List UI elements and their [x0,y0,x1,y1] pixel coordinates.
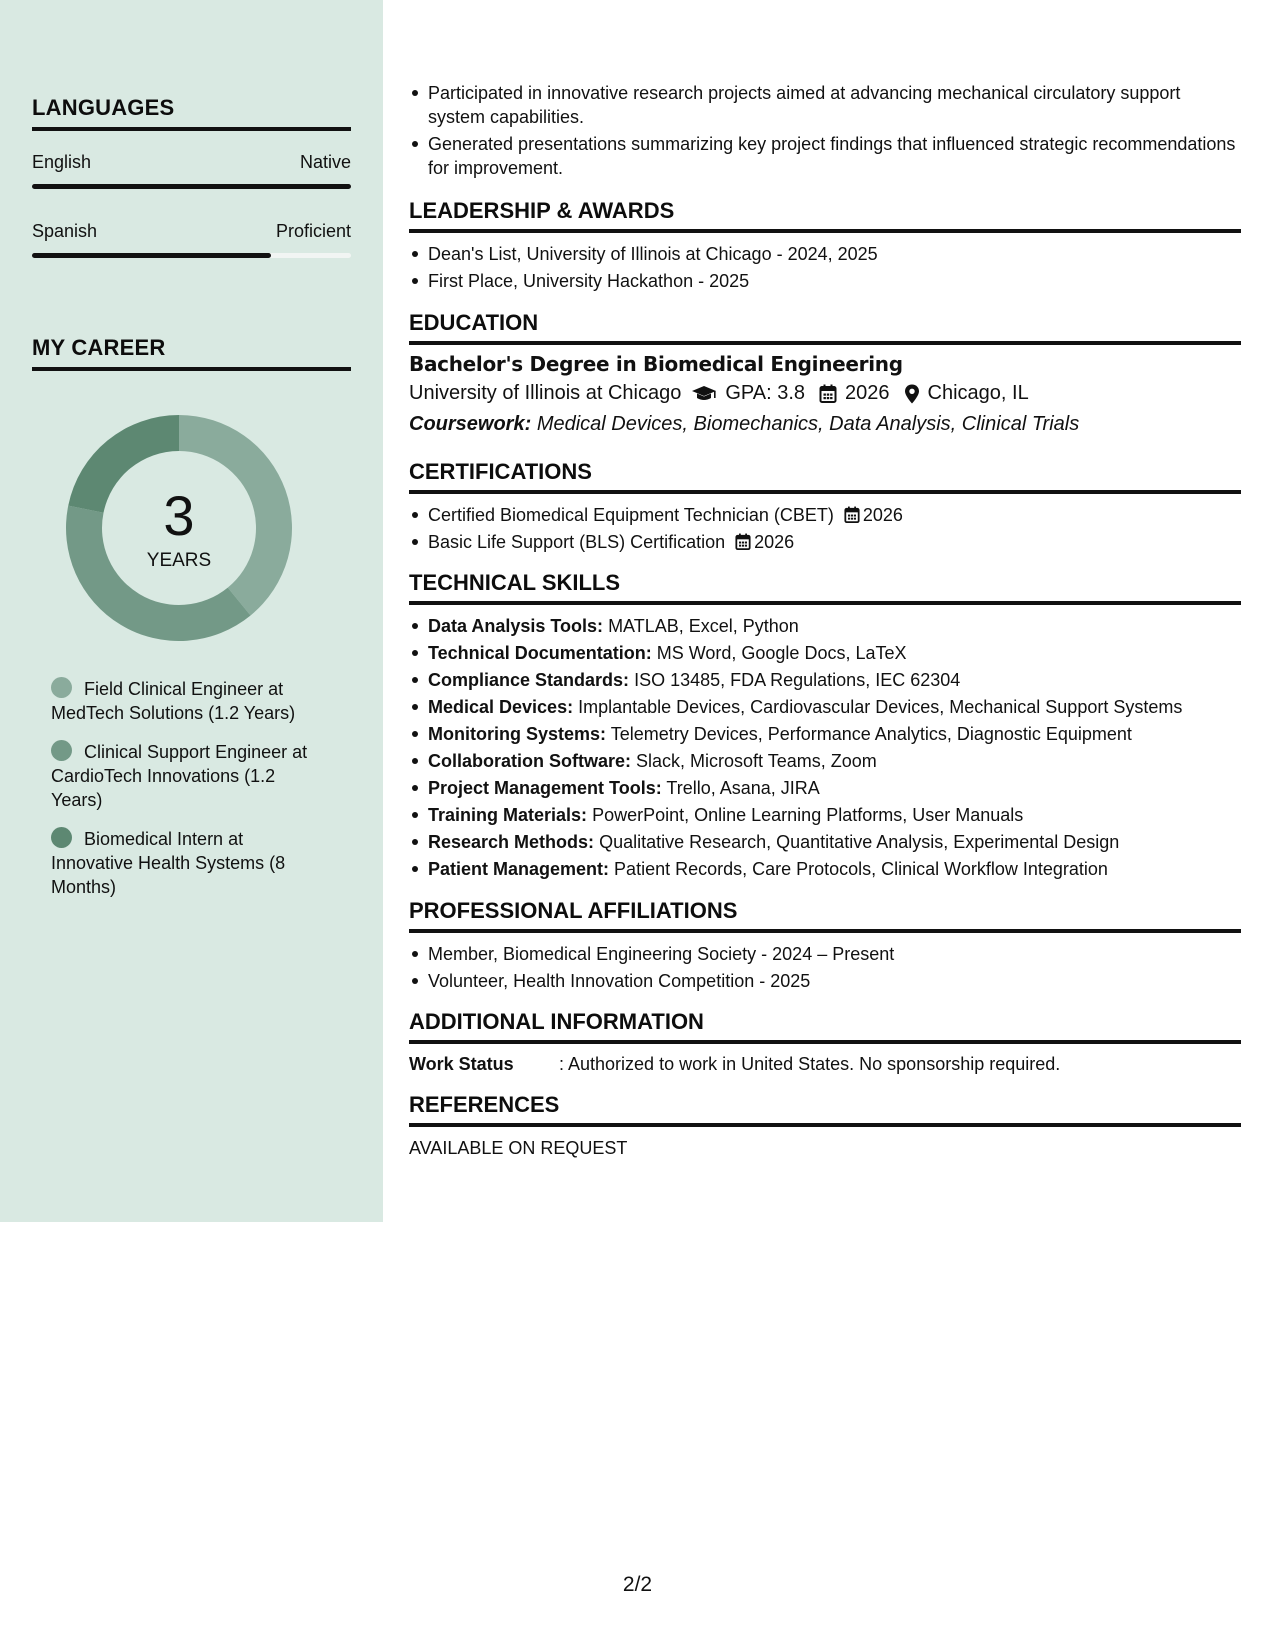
skill-label: Technical Documentation: [428,643,652,663]
skill-item [409,857,1239,881]
certification-year: 2026 [862,505,903,525]
references-text: AVAILABLE ON REQUEST [409,1138,628,1158]
coursework-value: Medical Devices, Biomechanics, Data Analysis, Clinical Trials [536,413,1080,435]
certification-name: Basic Life Support (BLS) Certification [428,532,726,552]
skill-item [409,641,1239,665]
language-bar-english [32,184,351,189]
career-item-text: Biomedical Intern at Innovative Health Systems (8 Months) [51,829,286,897]
career-item [51,677,321,725]
skill-label: Compliance Standards: [428,670,630,690]
career-dot-icon [51,677,72,698]
page-number: 2/2 [622,1573,653,1596]
skill-value: Slack, Microsoft Teams, Zoom [636,751,877,771]
language-bar-fill [32,253,271,258]
leadership-list [409,242,1239,293]
language-level: Proficient [275,221,351,241]
skill-label: Project Management Tools: [428,778,662,798]
education-heading: EDUCATION [409,310,1241,345]
calendar-icon [844,506,860,524]
career-item [51,740,321,812]
skill-value: Qualitative Research, Quantitative Analysis, Experimental Design [599,832,1120,852]
work-status-row [409,1054,1060,1075]
skill-label: Research Methods: [428,832,595,852]
list-item: Participated in innovative research projects aimed at advancing mechanical circulatory support system capabilities. [409,81,1239,129]
work-status-value: : Authorized to work in United States. No sponsorship required. [559,1054,1061,1074]
skill-item [409,803,1239,827]
skill-value: MATLAB, Excel, Python [608,616,799,636]
skill-item [409,695,1239,719]
certifications-list [409,503,1239,554]
skill-value: Implantable Devices, Cardiovascular Devices, Mechanical Support Systems [578,697,1183,717]
education-coursework [409,413,1079,436]
graduation-cap-icon [691,384,717,404]
skill-value: Telemetry Devices, Performance Analytics, Diagnostic Equipment [610,724,1132,744]
language-row-english [32,152,351,173]
skill-value: PowerPoint, Online Learning Platforms, User Manuals [592,805,1024,825]
education-location: Chicago, IL [927,382,1029,404]
languages-heading: LANGUAGES [32,95,351,131]
skill-value: Patient Records, Care Protocols, Clinical Workflow Integration [614,859,1108,879]
skill-item [409,776,1239,800]
list-item: First Place, University Hackathon - 2025 [409,269,1239,293]
calendar-icon [819,384,837,404]
skill-value: MS Word, Google Docs, LaTeX [656,643,907,663]
skill-label: Collaboration Software: [428,751,632,771]
certifications-heading: CERTIFICATIONS [409,459,1241,494]
certification-name: Certified Biomedical Equipment Technician (CBET) [428,505,834,525]
references-heading: REFERENCES [409,1092,1241,1127]
skill-item [409,722,1239,746]
education-school: University of Illinois at Chicago [409,382,682,404]
skill-item [409,614,1239,638]
language-row-spanish [32,221,351,242]
language-level: Native [299,152,351,172]
list-item [409,530,1239,554]
career-donut-chart [66,415,292,641]
skill-label: Medical Devices: [428,697,574,717]
career-total-years: 3 [163,484,195,547]
affiliations-heading: PROFESSIONAL AFFILIATIONS [409,898,1241,933]
education-details [409,382,1029,405]
list-item: Generated presentations summarizing key project findings that influenced strategic recommendations for improvement. [409,132,1239,180]
skill-item [409,749,1239,773]
career-total-unit: YEARS [146,550,212,571]
skills-list [409,614,1239,881]
list-item: Member, Biomedical Engineering Society - 2024 – Present [409,942,1239,966]
additional-info-heading: ADDITIONAL INFORMATION [409,1009,1241,1044]
list-item [409,503,1239,527]
career-dot-icon [51,740,72,761]
career-item [51,827,321,899]
education-year: 2026 [845,382,890,404]
language-name: English [32,152,92,172]
list-item: Volunteer, Health Innovation Competition - 2025 [409,969,1239,993]
certification-year: 2026 [754,532,795,552]
coursework-label: Coursework: [409,413,532,435]
language-bar-fill [32,184,351,189]
career-item-text: Clinical Support Engineer at CardioTech Innovations (1.2 Years) [51,742,308,810]
sidebar [0,0,383,1222]
skills-heading: TECHNICAL SKILLS [409,570,1241,605]
education-degree: Bachelor's Degree in Biomedical Engineering [409,352,903,376]
education-gpa: GPA: 3.8 [725,382,806,404]
experience-bullets [409,81,1239,180]
skill-value: ISO 13485, FDA Regulations, IEC 62304 [634,670,961,690]
list-item: Dean's List, University of Illinois at Chicago - 2024, 2025 [409,242,1239,266]
skill-label: Data Analysis Tools: [428,616,604,636]
skill-item [409,668,1239,692]
career-heading: MY CAREER [32,335,351,371]
career-item-text: Field Clinical Engineer at MedTech Solutions (1.2 Years) [51,679,296,723]
skill-item [409,830,1239,854]
language-name: Spanish [32,221,98,241]
location-pin-icon [904,384,920,404]
language-bar-spanish [32,253,351,258]
career-dot-icon [51,827,72,848]
skill-label: Monitoring Systems: [428,724,607,744]
affiliations-list [409,942,1239,993]
work-status-label: Work Status [409,1054,514,1074]
calendar-icon [735,533,751,551]
leadership-heading: LEADERSHIP & AWARDS [409,198,1241,233]
skill-value: Trello, Asana, JIRA [666,778,820,798]
skill-label: Patient Management: [428,859,610,879]
skill-label: Training Materials: [428,805,588,825]
